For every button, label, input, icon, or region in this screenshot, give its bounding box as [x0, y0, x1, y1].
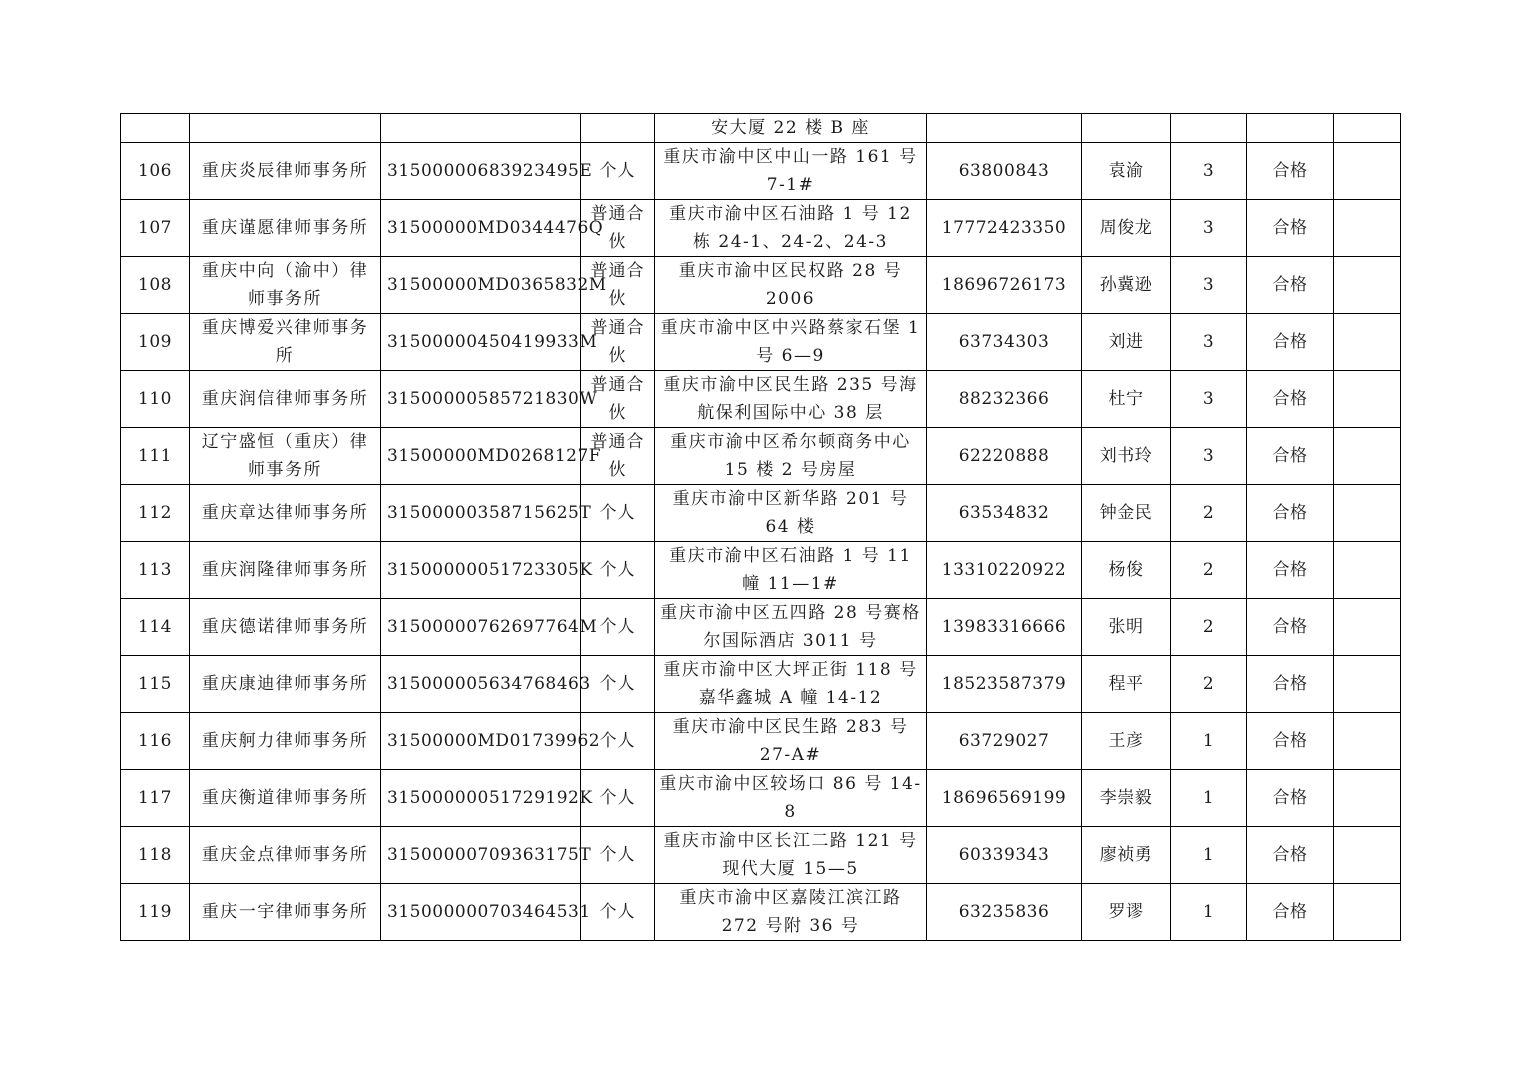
- cell-credit-code: 31500000683923495E: [381, 143, 581, 200]
- cell-index: 109: [121, 314, 190, 371]
- cell-firm-name: 重庆博爱兴律师事务所: [190, 314, 381, 371]
- cell-address: 重庆市渝中区较场口 86 号 14-8: [655, 770, 927, 827]
- cell-result: 合格: [1247, 314, 1334, 371]
- cell-contact: 罗谬: [1082, 884, 1171, 941]
- cell-result: 合格: [1247, 371, 1334, 428]
- cell-phone: 17772423350: [927, 200, 1082, 257]
- law-firm-table: [120, 113, 1401, 941]
- cell-firm-name: 重庆一宇律师事务所: [190, 884, 381, 941]
- cell-credit-code: 31500000709363175T: [381, 827, 581, 884]
- cell-org-type: 普通合伙: [581, 200, 655, 257]
- cell-index: 114: [121, 599, 190, 656]
- table-body: [121, 114, 1401, 941]
- table-row: [121, 656, 1401, 713]
- cell-firm-name: 重庆炎辰律师事务所: [190, 143, 381, 200]
- cell-credit-code: 31500000358715625T: [381, 485, 581, 542]
- cell-note: [1334, 485, 1401, 542]
- cell-contact: 张明: [1082, 599, 1171, 656]
- cell-address: 重庆市渝中区石油路 1 号 12 栋 24-1、24-2、24-3: [655, 200, 927, 257]
- cell-org-type: 个人: [581, 485, 655, 542]
- cell-note: [1334, 200, 1401, 257]
- cell-result: 合格: [1247, 884, 1334, 941]
- cell-phone: 63235836: [927, 884, 1082, 941]
- cell-result: 合格: [1247, 542, 1334, 599]
- cell-phone: 18523587379: [927, 656, 1082, 713]
- cell-index: 116: [121, 713, 190, 770]
- table-row: [121, 200, 1401, 257]
- cell-note: [1334, 713, 1401, 770]
- cell-index: 113: [121, 542, 190, 599]
- table-row: [121, 827, 1401, 884]
- cell-note: [1334, 114, 1401, 143]
- cell-address: 安大厦 22 楼 B 座: [655, 114, 927, 143]
- cell-contact: [1082, 114, 1171, 143]
- cell-note: [1334, 428, 1401, 485]
- cell-count: 1: [1171, 884, 1247, 941]
- cell-firm-name: 重庆润信律师事务所: [190, 371, 381, 428]
- cell-credit-code: 315000005634768463: [381, 656, 581, 713]
- table-row: [121, 371, 1401, 428]
- table-row: [121, 485, 1401, 542]
- cell-index: 112: [121, 485, 190, 542]
- cell-address: 重庆市渝中区民权路 28 号 2006: [655, 257, 927, 314]
- cell-phone: 18696726173: [927, 257, 1082, 314]
- cell-result: 合格: [1247, 485, 1334, 542]
- cell-count: [1171, 114, 1247, 143]
- cell-contact: 钟金民: [1082, 485, 1171, 542]
- cell-org-type: 普通合伙: [581, 257, 655, 314]
- cell-phone: 63729027: [927, 713, 1082, 770]
- cell-index: 115: [121, 656, 190, 713]
- cell-count: 3: [1171, 371, 1247, 428]
- cell-org-type: [581, 114, 655, 143]
- cell-note: [1334, 770, 1401, 827]
- cell-address: 重庆市渝中区石油路 1 号 11 幢 11—1#: [655, 542, 927, 599]
- cell-phone: 63534832: [927, 485, 1082, 542]
- cell-count: 2: [1171, 542, 1247, 599]
- table-row: [121, 770, 1401, 827]
- table-row: [121, 599, 1401, 656]
- cell-note: [1334, 542, 1401, 599]
- cell-note: [1334, 827, 1401, 884]
- cell-index: 107: [121, 200, 190, 257]
- cell-index: 108: [121, 257, 190, 314]
- cell-credit-code: 31500000450419933M: [381, 314, 581, 371]
- cell-result: 合格: [1247, 599, 1334, 656]
- cell-result: 合格: [1247, 257, 1334, 314]
- cell-address: 重庆市渝中区长江二路 121 号现代大厦 15—5: [655, 827, 927, 884]
- cell-phone: [927, 114, 1082, 143]
- cell-firm-name: 重庆谨愿律师事务所: [190, 200, 381, 257]
- cell-address: 重庆市渝中区民生路 235 号海航保利国际中心 38 层: [655, 371, 927, 428]
- cell-org-type: 个人: [581, 143, 655, 200]
- cell-address: 重庆市渝中区新华路 201 号 64 楼: [655, 485, 927, 542]
- cell-address: 重庆市渝中区五四路 28 号赛格尔国际酒店 3011 号: [655, 599, 927, 656]
- cell-org-type: 个人: [581, 713, 655, 770]
- table-row-continuation: [121, 114, 1401, 143]
- cell-count: 3: [1171, 314, 1247, 371]
- cell-count: 2: [1171, 599, 1247, 656]
- cell-org-type: 个人: [581, 884, 655, 941]
- cell-firm-name: 重庆金点律师事务所: [190, 827, 381, 884]
- cell-contact: 李崇毅: [1082, 770, 1171, 827]
- cell-org-type: 普通合伙: [581, 371, 655, 428]
- cell-note: [1334, 143, 1401, 200]
- cell-result: 合格: [1247, 428, 1334, 485]
- cell-result: 合格: [1247, 656, 1334, 713]
- cell-result: 合格: [1247, 200, 1334, 257]
- cell-firm-name: [190, 114, 381, 143]
- cell-credit-code: 31500000MD0268127F: [381, 428, 581, 485]
- cell-index: 117: [121, 770, 190, 827]
- cell-count: 1: [1171, 713, 1247, 770]
- cell-count: 2: [1171, 485, 1247, 542]
- cell-credit-code: 31500000MD0365832M: [381, 257, 581, 314]
- cell-phone: 63800843: [927, 143, 1082, 200]
- table-row: [121, 884, 1401, 941]
- table-row: [121, 314, 1401, 371]
- cell-firm-name: 重庆舸力律师事务所: [190, 713, 381, 770]
- cell-address: 重庆市渝中区嘉陵江滨江路 272 号附 36 号: [655, 884, 927, 941]
- cell-credit-code: [381, 114, 581, 143]
- cell-index: [121, 114, 190, 143]
- cell-phone: 62220888: [927, 428, 1082, 485]
- cell-phone: 13983316666: [927, 599, 1082, 656]
- cell-address: 重庆市渝中区民生路 283 号 27-A#: [655, 713, 927, 770]
- cell-phone: 18696569199: [927, 770, 1082, 827]
- cell-result: 合格: [1247, 770, 1334, 827]
- cell-credit-code: 31500000MD0344476Q: [381, 200, 581, 257]
- cell-phone: 60339343: [927, 827, 1082, 884]
- cell-result: 合格: [1247, 143, 1334, 200]
- cell-org-type: 个人: [581, 599, 655, 656]
- cell-address: 重庆市渝中区中山一路 161 号 7-1#: [655, 143, 927, 200]
- cell-firm-name: 重庆德诺律师事务所: [190, 599, 381, 656]
- cell-count: 1: [1171, 770, 1247, 827]
- cell-org-type: 个人: [581, 542, 655, 599]
- cell-org-type: 个人: [581, 656, 655, 713]
- cell-credit-code: 31500000585721830W: [381, 371, 581, 428]
- cell-note: [1334, 599, 1401, 656]
- cell-index: 118: [121, 827, 190, 884]
- cell-contact: 程平: [1082, 656, 1171, 713]
- table-row: [121, 542, 1401, 599]
- cell-contact: 廖祯勇: [1082, 827, 1171, 884]
- cell-firm-name: 重庆康迪律师事务所: [190, 656, 381, 713]
- cell-address: 重庆市渝中区中兴路蔡家石堡 1 号 6—9: [655, 314, 927, 371]
- cell-count: 3: [1171, 200, 1247, 257]
- cell-address: 重庆市渝中区希尔顿商务中心 15 楼 2 号房屋: [655, 428, 927, 485]
- cell-org-type: 个人: [581, 770, 655, 827]
- cell-firm-name: 重庆衡道律师事务所: [190, 770, 381, 827]
- cell-address: 重庆市渝中区大坪正街 118 号嘉华鑫城 A 幢 14-12: [655, 656, 927, 713]
- table-row: [121, 143, 1401, 200]
- cell-credit-code: 31500000762697764M: [381, 599, 581, 656]
- cell-contact: 杨俊: [1082, 542, 1171, 599]
- cell-phone: 13310220922: [927, 542, 1082, 599]
- cell-contact: 周俊龙: [1082, 200, 1171, 257]
- table-row: [121, 713, 1401, 770]
- cell-phone: 88232366: [927, 371, 1082, 428]
- cell-credit-code: 31500000MD01739962: [381, 713, 581, 770]
- cell-count: 3: [1171, 257, 1247, 314]
- cell-count: 2: [1171, 656, 1247, 713]
- cell-result: 合格: [1247, 713, 1334, 770]
- cell-contact: 杜宁: [1082, 371, 1171, 428]
- cell-contact: 王彦: [1082, 713, 1171, 770]
- table-row: [121, 428, 1401, 485]
- cell-firm-name: 重庆润隆律师事务所: [190, 542, 381, 599]
- cell-index: 110: [121, 371, 190, 428]
- cell-index: 119: [121, 884, 190, 941]
- cell-credit-code: 315000000703464531: [381, 884, 581, 941]
- cell-result: 合格: [1247, 827, 1334, 884]
- table-row: [121, 257, 1401, 314]
- cell-contact: 袁渝: [1082, 143, 1171, 200]
- cell-org-type: 个人: [581, 827, 655, 884]
- cell-phone: 63734303: [927, 314, 1082, 371]
- cell-index: 106: [121, 143, 190, 200]
- cell-note: [1334, 314, 1401, 371]
- cell-contact: 刘书玲: [1082, 428, 1171, 485]
- cell-note: [1334, 371, 1401, 428]
- cell-firm-name: 重庆中向（渝中）律师事务所: [190, 257, 381, 314]
- cell-result: [1247, 114, 1334, 143]
- cell-contact: 刘进: [1082, 314, 1171, 371]
- cell-org-type: 普通合伙: [581, 314, 655, 371]
- cell-count: 3: [1171, 143, 1247, 200]
- cell-note: [1334, 884, 1401, 941]
- cell-firm-name: 重庆章达律师事务所: [190, 485, 381, 542]
- cell-note: [1334, 257, 1401, 314]
- cell-index: 111: [121, 428, 190, 485]
- cell-count: 3: [1171, 428, 1247, 485]
- cell-credit-code: 31500000051729192K: [381, 770, 581, 827]
- cell-org-type: 普通合伙: [581, 428, 655, 485]
- cell-note: [1334, 656, 1401, 713]
- cell-count: 1: [1171, 827, 1247, 884]
- cell-firm-name: 辽宁盛恒（重庆）律师事务所: [190, 428, 381, 485]
- cell-credit-code: 31500000051723305K: [381, 542, 581, 599]
- cell-contact: 孙冀逊: [1082, 257, 1171, 314]
